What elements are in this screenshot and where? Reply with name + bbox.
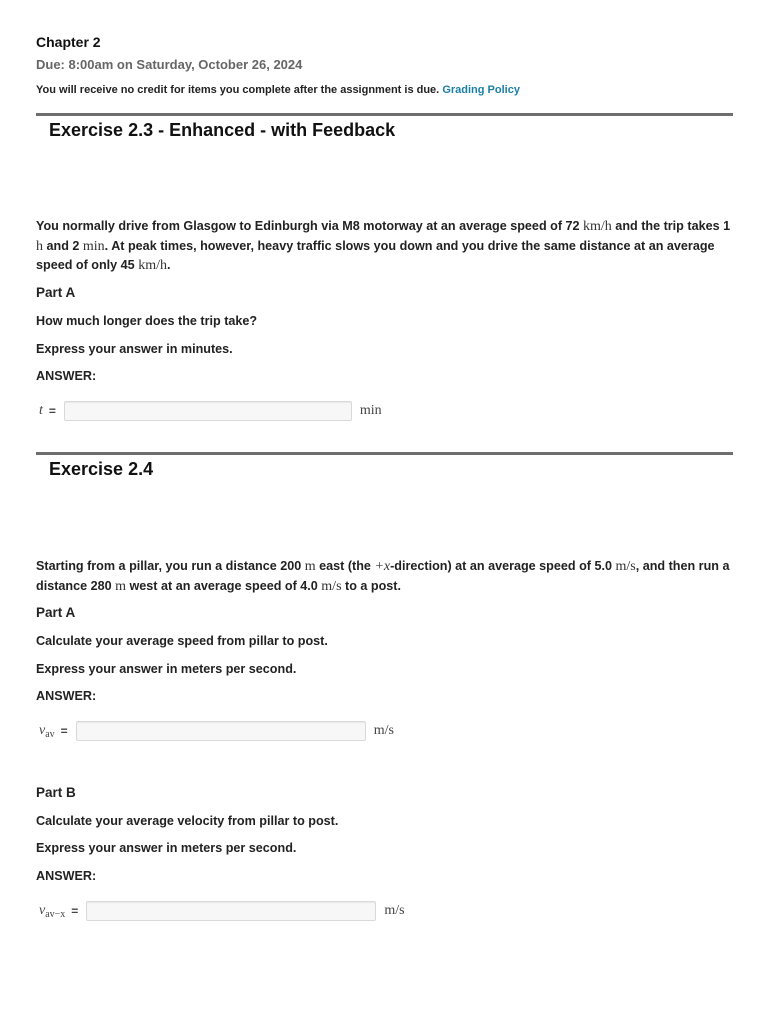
answer-input[interactable] <box>64 401 352 421</box>
late-credit-note <box>36 84 520 96</box>
part-question: Calculate your average speed from pillar to post. <box>36 634 328 648</box>
part-question: Calculate your average velocity from pillar to post. <box>36 814 339 828</box>
problem-text-segment: and the trip takes 1 <box>611 219 731 233</box>
unit-symbol: m/s <box>321 578 342 594</box>
answer-row <box>39 400 382 422</box>
problem-text-segment: You normally drive from Glasgow to Edinburgh via M8 motorway at an average speed of 72 <box>36 219 584 233</box>
exercise-title: Exercise 2.4 <box>49 459 154 479</box>
grading-policy-link[interactable]: Grading Policy <box>442 84 520 96</box>
problem-text-segment: west at an average speed of 4.0 <box>126 578 322 593</box>
problem-text-segment: to a post. <box>341 578 402 593</box>
answer-variable: t <box>39 403 43 418</box>
chapter-title: Chapter 2 <box>36 34 101 50</box>
part-question: How much longer does the trip take? <box>36 314 258 328</box>
variable-subscript: av <box>45 729 55 740</box>
part-instruction: Express your answer in minutes. <box>36 342 233 356</box>
answer-unit: min <box>359 403 382 418</box>
unit-symbol: km/h <box>138 258 167 273</box>
variable-symbol: v <box>39 903 46 918</box>
late-credit-text: You will receive no credit for items you complete after the assignment is due. <box>36 84 440 96</box>
math-symbol: +x <box>374 559 391 574</box>
answer-input[interactable] <box>86 901 376 921</box>
answer-label: ANSWER: <box>36 369 97 383</box>
problem-text-segment: . At peak times, however, heavy traffic slows you down and you drive the same distance at an average speed of only 45 <box>36 238 715 272</box>
answer-unit: m/s <box>373 723 394 738</box>
problem-text-segment: , and then run a distance 280 <box>36 559 730 593</box>
answer-variable <box>39 903 65 919</box>
equals-sign: = <box>48 404 56 418</box>
unit-symbol: m <box>115 578 126 594</box>
problem-statement <box>36 217 733 276</box>
answer-input[interactable] <box>76 721 366 741</box>
unit-symbol: km/h <box>583 219 612 234</box>
equals-sign: = <box>71 904 79 918</box>
part-label: Part A <box>36 605 76 620</box>
answer-row <box>39 900 405 922</box>
problem-text-segment: . <box>166 258 171 272</box>
unit-symbol: h <box>36 238 43 254</box>
variable-symbol: v <box>39 723 46 738</box>
problem-statement <box>36 557 733 596</box>
variable-subscript: av−x <box>45 909 66 920</box>
answer-unit: m/s <box>384 903 405 918</box>
part-label: Part B <box>36 785 76 800</box>
equals-sign: = <box>60 724 68 738</box>
exercise-divider <box>36 452 733 455</box>
answer-variable <box>39 723 55 739</box>
answer-label: ANSWER: <box>36 689 97 703</box>
unit-symbol: m <box>304 559 316 574</box>
exercise-divider <box>36 113 733 116</box>
part-label: Part A <box>36 285 76 300</box>
unit-symbol: m/s <box>615 559 636 574</box>
problem-text-segment: and 2 <box>43 238 83 253</box>
exercise-title: Exercise 2.3 - Enhanced - with Feedback <box>49 120 396 140</box>
part-instruction: Express your answer in meters per second. <box>36 662 297 676</box>
problem-text-segment: east (the <box>315 559 375 573</box>
answer-label: ANSWER: <box>36 869 97 883</box>
answer-row <box>39 720 394 742</box>
part-instruction: Express your answer in meters per second. <box>36 841 297 855</box>
problem-text-segment: Starting from a pillar, you run a distance 200 <box>36 559 305 573</box>
unit-symbol: min <box>82 238 105 254</box>
problem-text-segment: -direction) at an average speed of 5.0 <box>390 559 616 573</box>
due-date: Due: 8:00am on Saturday, October 26, 2024 <box>36 57 303 72</box>
